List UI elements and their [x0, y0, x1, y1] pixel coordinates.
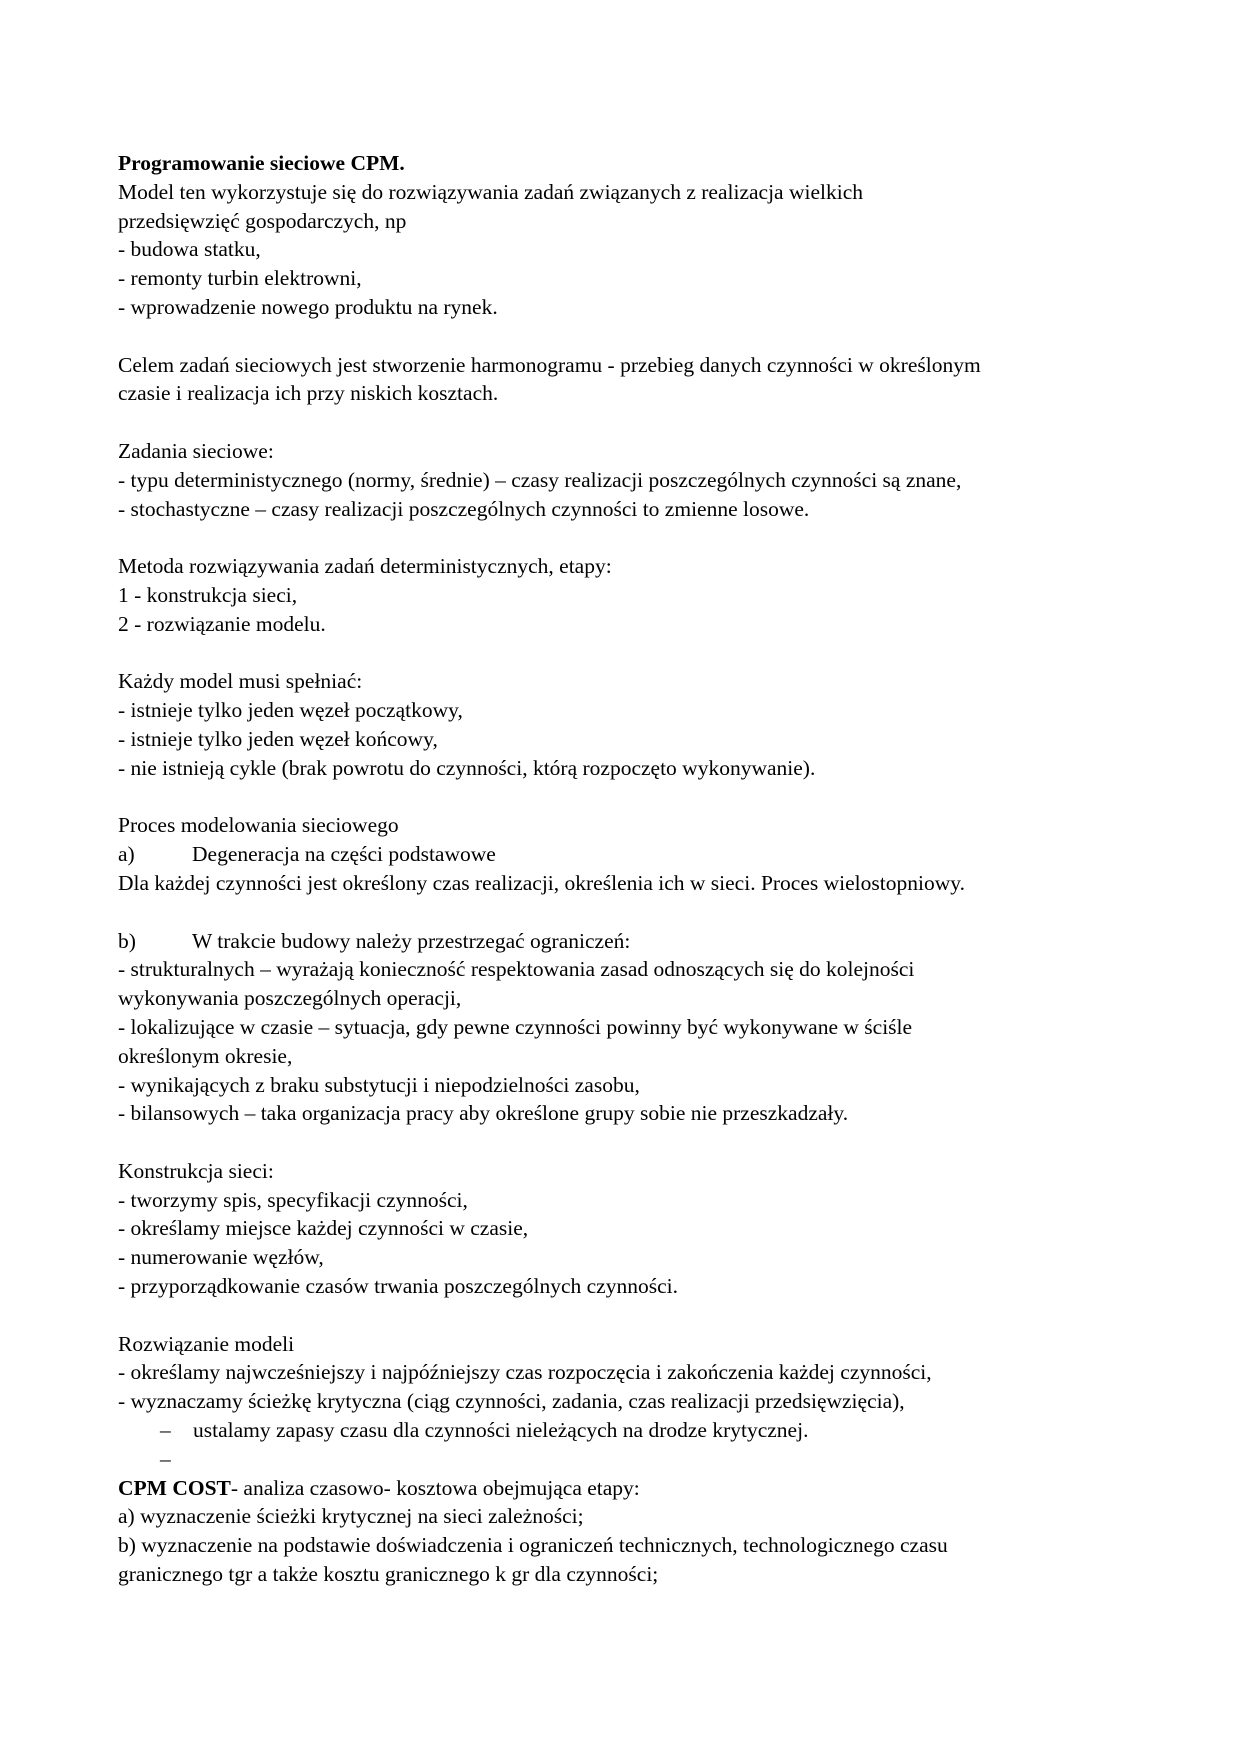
method-heading: Metoda rozwiązywania zadań deterministycznych, etapy: — [118, 554, 612, 579]
construction-list-item: - numerowanie węzłów, — [118, 1245, 324, 1270]
solution-dash-item — [118, 1416, 1138, 1445]
intro-line-1: Model ten wykorzystuje się do rozwiązywania zadań związanych z realizacja wielkich — [118, 179, 863, 204]
goal-line-1: Celem zadań sieciowych jest stworzenie harmonogramu - przebieg danych czynności w określonym — [118, 352, 981, 377]
paragraph-spacer — [118, 898, 1138, 927]
paragraph-spacer — [118, 1128, 1138, 1157]
method-list-item: 1 - konstrukcja sieci, — [118, 582, 298, 607]
constraint-line: wykonywania poszczególnych operacji, — [118, 986, 462, 1011]
intro-list-item: - remonty turbin elektrowni, — [118, 266, 362, 291]
dash-bullet: – — [160, 1418, 171, 1443]
solution-dash-item — [118, 1445, 1138, 1474]
solution-list-item: - określamy najwcześniejszy i najpóźniejszy czas rozpoczęcia i zakończenia każdej czynności, — [118, 1360, 932, 1385]
method-list-item: 2 - rozwiązanie modelu. — [118, 611, 326, 636]
paragraph-spacer — [118, 322, 1138, 351]
cpm-cost-label: CPM COST — [118, 1475, 231, 1500]
construction-heading: Konstrukcja sieci: — [118, 1158, 274, 1183]
paragraph-spacer — [118, 408, 1138, 437]
step-text: Degeneracja na części podstawowe — [192, 842, 496, 867]
solution-list-item: - wyznaczamy ścieżkę krytyczna (ciąg czynności, zadania, czas realizacji przedsięwzięcia), — [118, 1389, 905, 1414]
document-body — [118, 149, 1138, 1589]
model-heading: Każdy model musi spełniać: — [118, 669, 363, 694]
constraint-line: określonym okresie, — [118, 1043, 293, 1068]
constraint-line: - wynikających z braku substytucji i niepodzielności zasobu, — [118, 1072, 640, 1097]
paragraph-spacer — [118, 783, 1138, 812]
paragraph-spacer — [118, 639, 1138, 668]
process-heading: Proces modelowania sieciowego — [118, 813, 399, 838]
step-letter: a) — [118, 842, 135, 867]
process-step-a-description: Dla każdej czynności jest określony czas realizacji, określenia ich w sieci. Proces wielostopniowy. — [118, 870, 965, 895]
goal-line-2: czasie i realizacja ich przy niskich kosztach. — [118, 381, 499, 406]
process-step-a — [118, 840, 1138, 869]
tasks-list-item: - stochastyczne – czasy realizacji poszczególnych czynności to zmienne losowe. — [118, 496, 810, 521]
model-list-item: - istnieje tylko jeden węzeł początkowy, — [118, 698, 463, 723]
solution-heading: Rozwiązanie modeli — [118, 1331, 295, 1356]
construction-list-item: - określamy miejsce każdej czynności w czasie, — [118, 1216, 529, 1241]
cpm-cost-intro — [118, 1474, 1138, 1503]
model-list-item: - istnieje tylko jeden węzeł końcowy, — [118, 726, 438, 751]
paragraph-spacer — [118, 1301, 1138, 1330]
cpm-cost-line: b) wyznaczenie na podstawie doświadczenia i ograniczeń technicznych, technologicznego czasu — [118, 1533, 948, 1558]
step-letter: b) — [118, 928, 136, 953]
cpm-cost-intro-text: - analiza czasowo- kosztowa obejmująca etapy: — [230, 1475, 640, 1500]
cpm-cost-line: granicznego tgr a także kosztu granicznego k gr dla czynności; — [118, 1562, 659, 1587]
dash-bullet: – — [160, 1446, 171, 1471]
dash-item-text: ustalamy zapasy czasu dla czynności nieleżących na drodze krytycznej. — [193, 1418, 809, 1443]
process-step-b — [118, 927, 1138, 956]
constraint-line: - lokalizujące w czasie – sytuacja, gdy pewne czynności powinny być wykonywane w ściśle — [118, 1014, 913, 1039]
intro-line-2: przedsięwzięć gospodarczych, np — [118, 208, 407, 233]
cpm-cost-line: a) wyznaczenie ścieżki krytycznej na sieci zależności; — [118, 1504, 584, 1529]
constraint-line: - bilansowych – taka organizacja pracy aby określone grupy sobie nie przeszkadzały. — [118, 1101, 849, 1126]
construction-list-item: - przyporządkowanie czasów trwania poszczególnych czynności. — [118, 1274, 678, 1299]
constraint-line: - strukturalnych – wyrażają konieczność respektowania zasad odnoszących się do kolejności — [118, 957, 915, 982]
document-title: Programowanie sieciowe CPM. — [118, 151, 405, 175]
step-text: W trakcie budowy należy przestrzegać ograniczeń: — [192, 928, 631, 953]
tasks-list-item: - typu deterministycznego (normy, średnie) – czasy realizacji poszczególnych czynności są znane, — [118, 467, 962, 492]
construction-list-item: - tworzymy spis, specyfikacji czynności, — [118, 1187, 468, 1212]
intro-list-item: - wprowadzenie nowego produktu na rynek. — [118, 294, 498, 319]
tasks-heading: Zadania sieciowe: — [118, 438, 274, 463]
paragraph-spacer — [118, 523, 1138, 552]
model-list-item: - nie istnieją cykle (brak powrotu do czynności, którą rozpoczęto wykonywanie). — [118, 755, 816, 780]
intro-list-item: - budowa statku, — [118, 237, 261, 262]
